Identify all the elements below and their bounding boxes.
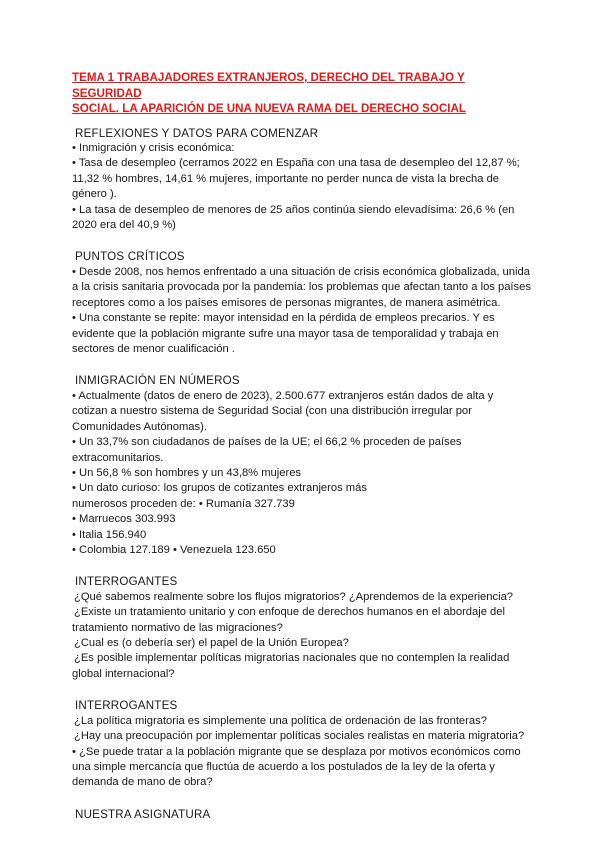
- section: [72, 698, 528, 791]
- paragraph-line: • Desde 2008, nos hemos enfrentado a una situación de crisis económica globalizada, unida: [72, 265, 530, 278]
- paragraph-line: una simple mercancía que fluctúa de acuerdo a los postulados de la ley de la oferta y: [72, 761, 495, 773]
- paragraph-line: • Marruecos 303.993: [72, 513, 176, 526]
- paragraph-line: cotizan a nuestro sistema de Seguridad Social (con una distribución irregular por: [72, 405, 472, 418]
- paragraph-line: ¿La política migratoria es simplemente una política de ordenación de las fronteras?: [74, 714, 487, 727]
- paragraph-line: ¿Cual es (o debería ser) el papel de la Unión Europea?: [74, 637, 349, 650]
- paragraph-line: • Tasa de desempleo (cerramos 2022 en España con una tasa de desempleo del 12,87 %;: [72, 157, 520, 170]
- section-heading: NUESTRA ASIGNATURA: [75, 807, 211, 821]
- paragraph-line: extracomunitarios.: [72, 451, 164, 464]
- paragraph-line: • Colombia 127.189 • Venezuela 123.650: [72, 543, 276, 556]
- section: [72, 574, 528, 682]
- paragraph-line: demanda de mano de obra?: [72, 776, 213, 789]
- paragraph-line: Comunidades Autónomas).: [72, 420, 207, 433]
- paragraph-line: • La tasa de desempleo de menores de 25 años continúa siendo elevadísima: 26,6 % (en: [72, 203, 515, 216]
- paragraph-line: 2020 era del 40,9 %): [72, 219, 176, 232]
- paragraph-line: ¿Qué sabemos realmente sobre los flujos migratorios? ¿Aprendemos de la experiencia?: [74, 590, 514, 603]
- paragraph-line: 11,32 % hombres, 14,61 % mujeres, importante no perder nunca de vista la brecha de: [72, 172, 500, 185]
- section-heading: INMIGRACIÓN EN NÚMEROS: [75, 374, 240, 388]
- paragraph-line: • Una constante se repite: mayor intensidad en la pérdida de empleos precarios. Y es: [72, 312, 495, 325]
- paragraph-line: • Un dato curioso: los grupos de cotizantes extranjeros más: [72, 482, 367, 495]
- section-heading: INTERROGANTES: [75, 699, 178, 713]
- section-heading: INTERROGANTES: [75, 575, 178, 589]
- paragraph-line: numerosos proceden de: • Rumanía 327.739: [72, 497, 295, 510]
- paragraph-line: ¿Existe un tratamiento unitario y con enfoque de derechos humanos en el abordaje del: [74, 606, 505, 619]
- title-line-2: SOCIAL. LA APARICIÓN DE UNA NUEVA RAMA DEL DERECHO SOCIAL: [72, 102, 466, 115]
- section: [72, 126, 528, 234]
- paragraph-line: global internacional?: [72, 667, 175, 680]
- paragraph-line: ¿Es posible implementar políticas migratorias nacionales que no contemplen la realidad: [74, 652, 510, 665]
- paragraph-line: • Actualmente (datos de enero de 2023), 2.500.677 extranjeros están dados de alta y: [72, 389, 494, 402]
- section: [72, 807, 528, 823]
- paragraph-line: • Inmigración y crisis económica:: [72, 142, 235, 154]
- section: [72, 249, 531, 357]
- paragraph-line: género ).: [72, 188, 117, 201]
- title-line-1: TEMA 1 TRABAJADORES EXTRANJEROS, DERECHO DEL TRABAJO Y SEGURIDAD: [72, 71, 465, 100]
- paragraph-line: evidente que la población migrante sufre una mayor tasa de temporalidad y trabaja en: [72, 327, 499, 340]
- paragraph-line: • Un 56,8 % son hombres y un 43,8% mujeres: [72, 466, 302, 479]
- paragraph-line: ¿Hay una preocupación por implementar políticas sociales realistas en materia migratoria?: [74, 730, 525, 743]
- section-heading: PUNTOS CRÍTICOS: [75, 250, 185, 264]
- section: [72, 373, 528, 558]
- paragraph-line: • Italia 156.940: [72, 528, 147, 541]
- section-heading: REFLEXIONES Y DATOS PARA COMENZAR: [75, 126, 319, 140]
- paragraph-line: sectores de menor cualificación .: [72, 342, 235, 355]
- paragraph-line: • Un 33,7% son ciudadanos de países de la UE; el 66,2 % proceden de países: [72, 436, 462, 449]
- paragraph-line: • ¿Se puede tratar a la población migrante que se desplaza por motivos económicos como: [72, 745, 521, 758]
- document-body: [72, 126, 531, 823]
- paragraph-line: receptores como a los países emisores de personas migrantes, de manera asimétrica.: [72, 296, 501, 309]
- paragraph-line: tratamiento normativo de las migraciones?: [72, 621, 283, 634]
- paragraph-line: a la crisis sanitaria provocada por la pandemia: los problemas que afectan tanto a los países: [72, 281, 531, 294]
- document-title: [72, 70, 528, 117]
